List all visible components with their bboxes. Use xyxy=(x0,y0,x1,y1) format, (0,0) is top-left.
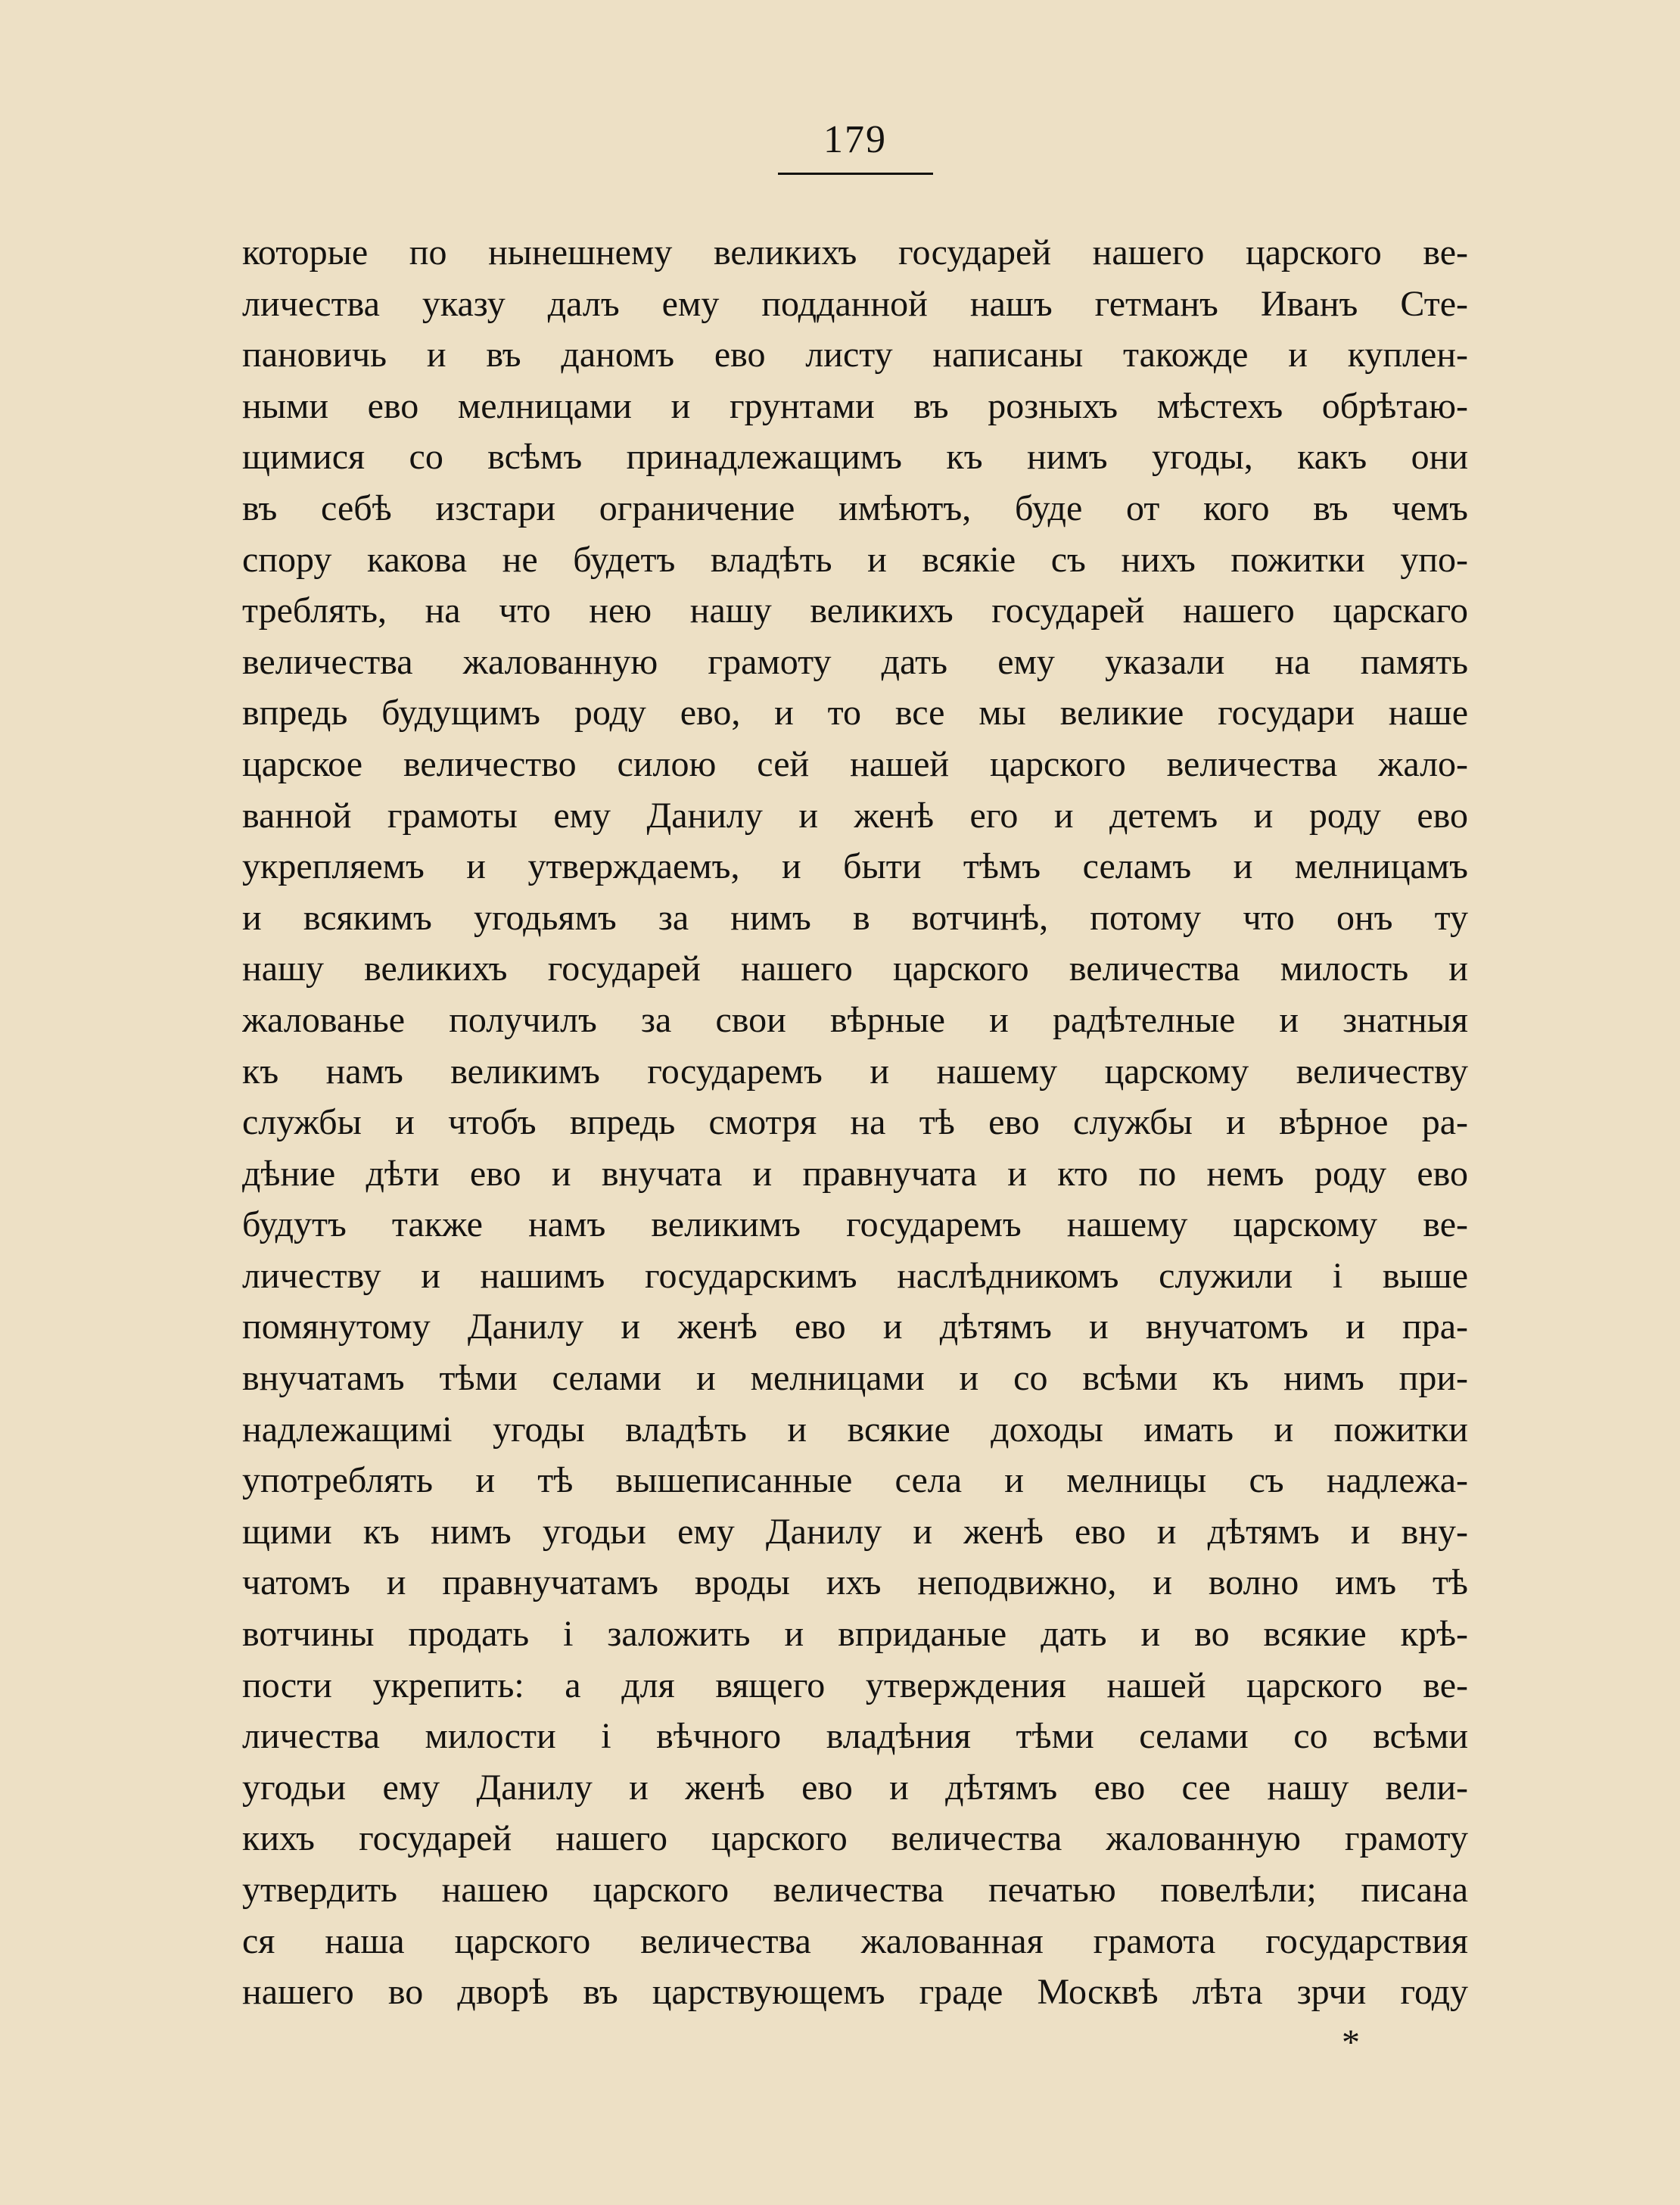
text-line: личества указу далъ ему подданной нашъ гетманъ Иванъ Сте- xyxy=(242,283,1468,324)
text-line: нашу великихъ государей нашего царского величества милость и xyxy=(242,948,1468,989)
text-line: чатомъ и правнучатамъ вроды ихъ неподвижно, и волно имъ тѣ xyxy=(242,1562,1468,1603)
page-number: 179 xyxy=(823,118,887,161)
text-line: ванной грамоты ему Данилу и женѣ его и детемъ и роду ево xyxy=(242,795,1468,836)
text-line: укрепляемъ и утверждаемъ, и быти тѣмъ селамъ и мелницамъ xyxy=(242,846,1468,887)
text-line: угодьи ему Данилу и женѣ ево и дѣтямъ ево сее нашу вели- xyxy=(242,1767,1468,1808)
text-line: къ намъ великимъ государемъ и нашему царскому величеству xyxy=(242,1051,1468,1092)
text-line: величества жалованную грамоту дать ему указали на память xyxy=(242,641,1468,682)
body-text xyxy=(242,227,1468,2018)
text-line: въ себѣ изстари ограничение имѣютъ, буде от кого въ чемъ xyxy=(242,487,1468,528)
page-number-rule xyxy=(778,173,933,175)
text-line: впредь будущимъ роду ево, и то все мы великие государи наше xyxy=(242,693,1468,733)
text-line: личеству и нашимъ государскимъ наслѣдникомъ служили і выше xyxy=(242,1255,1468,1296)
text-line: нашего во дворѣ въ царствующемъ граде Москвѣ лѣта зрчи году xyxy=(242,1972,1468,2013)
text-line: употреблять и тѣ вышеписанные села и мелницы съ надлежа- xyxy=(242,1460,1468,1501)
text-line: кихъ государей нашего царского величества жалованную грамоту xyxy=(242,1818,1468,1859)
text-line: щими къ нимъ угодьи ему Данилу и женѣ ево и дѣтямъ и вну- xyxy=(242,1511,1468,1552)
text-line: помянутому Данилу и женѣ ево и дѣтямъ и внучатомъ и пра- xyxy=(242,1306,1468,1347)
text-line: пановичь и въ даномъ ево листу написаны такожде и куплен- xyxy=(242,335,1468,375)
text-line: которые по нынешнему великихъ государей нашего царского ве- xyxy=(242,232,1468,273)
text-line: и всякимъ угодьямъ за нимъ в вотчинѣ, потому что онъ ту xyxy=(242,897,1468,938)
text-line: царское величество силою сей нашей царского величества жало- xyxy=(242,743,1468,784)
text-line: щимися со всѣмъ принадлежащимъ къ нимъ угоды, какъ они xyxy=(242,437,1468,478)
text-line: утвердить нашею царского величества печатью повелѣли; писана xyxy=(242,1870,1468,1910)
text-line: службы и чтобъ впредь смотря на тѣ ево службы и вѣрное ра- xyxy=(242,1102,1468,1143)
text-line: ными ево мелницами и грунтами въ розныхъ мѣстехъ обрѣтаю- xyxy=(242,385,1468,426)
text-line: жалованье получилъ за свои вѣрные и радѣтелные и знатныя xyxy=(242,999,1468,1040)
text-line: личества милости і вѣчного владѣния тѣми селами со всѣми xyxy=(242,1716,1468,1757)
text-line: ся наша царского величества жалованная грамота государствия xyxy=(242,1920,1468,1961)
text-line: треблять, на что нею нашу великихъ государей нашего царскаго xyxy=(242,590,1468,631)
text-line: будутъ также намъ великимъ государемъ нашему царскому ве- xyxy=(242,1204,1468,1245)
footnote-mark: * xyxy=(1342,2023,1360,2063)
text-line: спору какова не будетъ владѣть и всякіе съ нихъ пожитки упо- xyxy=(242,539,1468,580)
text-line: дѣние дѣти ево и внучата и правнучата и кто по немъ роду ево xyxy=(242,1153,1468,1194)
text-line: вотчины продать і заложить и вприданые дать и во всякие крѣ- xyxy=(242,1614,1468,1655)
text-line: надлежащимі угоды владѣть и всякие доходы имать и пожитки xyxy=(242,1409,1468,1450)
text-line: пости укрепить: а для вящего утверждения нашей царского ве- xyxy=(242,1665,1468,1705)
text-line: внучатамъ тѣми селами и мелницами и со всѣми къ нимъ при- xyxy=(242,1358,1468,1399)
